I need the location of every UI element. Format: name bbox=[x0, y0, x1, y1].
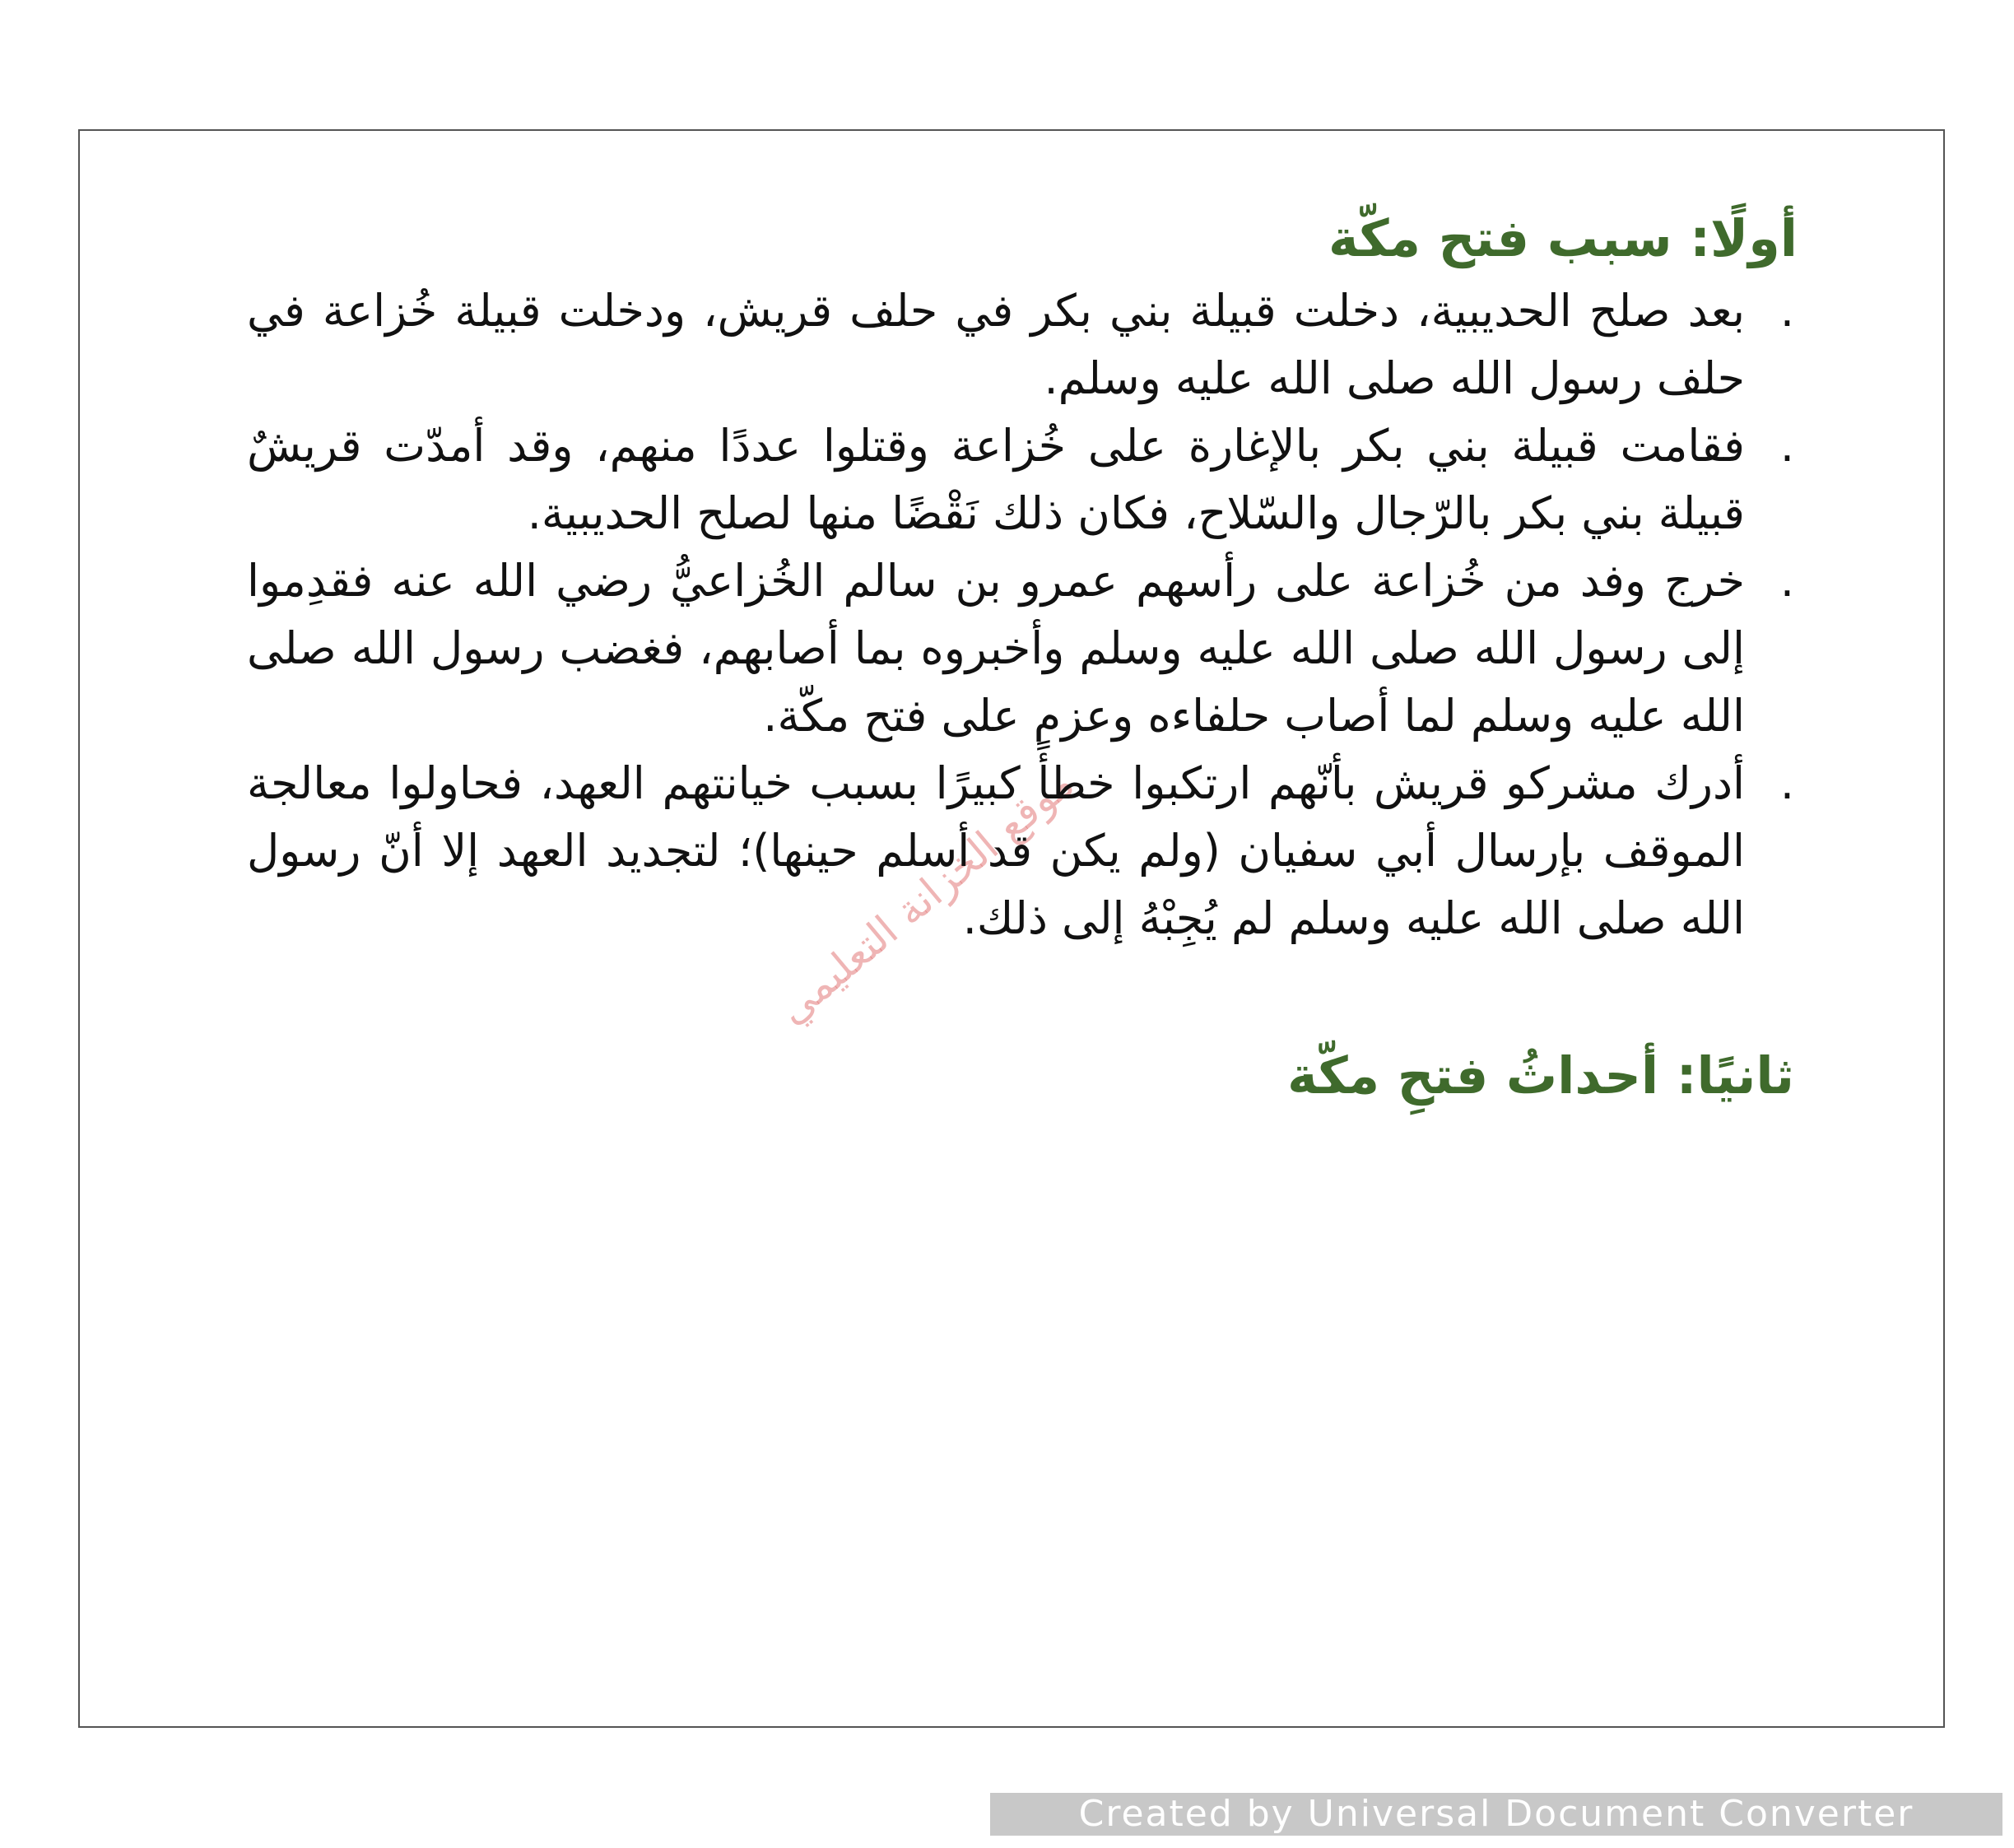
bullet-marker: . bbox=[1779, 284, 1794, 337]
bullet-text: أدرك مشركو قريش بأنّهم ارتكبوا خطأً كبيرًا بسبب خيانتهم العهد، فحاولوا معالجة الموقف بإرسال أبي سفيان (ولم يكن قد أسلم حينها)؛ لتجديد العهد إلا أنّ رسول الله صلى الله عليه وسلم لم يُجِبْهُ إلى ذلك. bbox=[247, 756, 1745, 944]
bullet-item-2 bbox=[247, 412, 1794, 547]
bullet-marker: . bbox=[1779, 419, 1794, 472]
bullet-text: بعد صلح الحديبية، دخلت قبيلة بني بكر في حلف قريش، ودخلت قبيلة خُزاعة في حلف رسول الله صلى الله عليه وسلم. bbox=[247, 284, 1745, 404]
bullet-marker: . bbox=[1779, 554, 1794, 607]
converter-footer-banner: Created by Universal Document Converter bbox=[990, 1793, 2002, 1836]
bullet-text: فقامت قبيلة بني بكر بالإغارة على خُزاعة وقتلوا عددًا منهم، وقد أمدّت قريشٌ قبيلة بني بكر بالرّجال والسّلاح، فكان ذلك نَقْضًا منها لصلح الحديبية. bbox=[247, 419, 1745, 539]
section-1-bullets bbox=[247, 277, 1794, 952]
section-2-heading: ثانيًا: أحداثُ فتحِ مكّة bbox=[1287, 1045, 1794, 1106]
section-1-heading: أولًا: سبب فتح مكّة bbox=[1328, 208, 1798, 268]
bullet-marker: . bbox=[1779, 756, 1794, 809]
bullet-text: خرج وفد من خُزاعة على رأسهم عمرو بن سالم الخُزاعيُّ رضي الله عنه فقدِموا إلى رسول الله صلى الله عليه وسلم وأخبروه بما أصابهم، فغضب رسول الله صلى الله عليه وسلم لما أصاب حلفاءه وعزم على فتح مكّة. bbox=[247, 554, 1745, 742]
watermark: موقع الخزانة التعليمي bbox=[768, 759, 1083, 1034]
document-content bbox=[247, 206, 1798, 1109]
bullet-item-1 bbox=[247, 277, 1794, 412]
bullet-item-3 bbox=[247, 547, 1794, 750]
bullet-item-4 bbox=[247, 750, 1794, 952]
